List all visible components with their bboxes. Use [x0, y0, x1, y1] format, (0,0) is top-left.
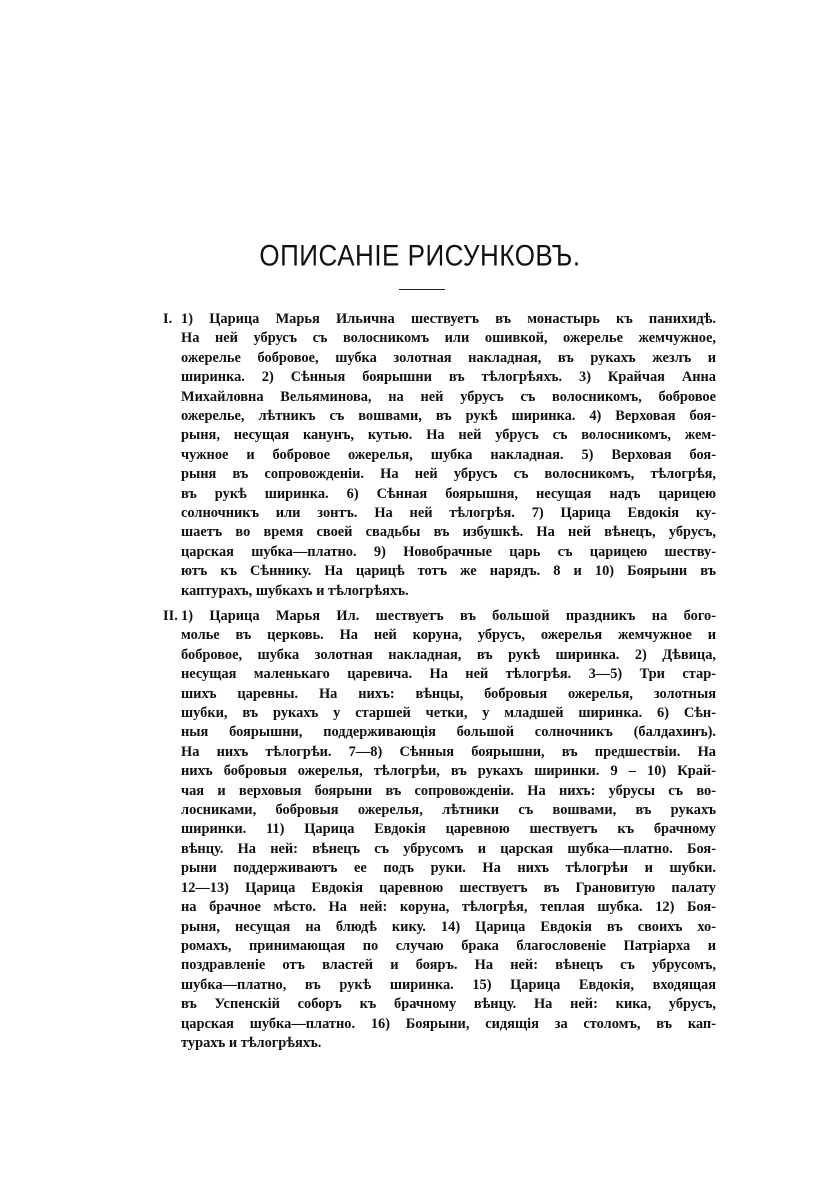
plate-description-2: [163, 607, 716, 1053]
description-text: [181, 310, 716, 601]
text-line: лосниками, бобровыя ожерелья, лѣтники съ вошвами, въ рукахъ: [181, 802, 716, 819]
text-line: турахъ и тѣлогрѣяхъ.: [181, 1034, 322, 1051]
title-divider: [399, 289, 445, 290]
text-line: ожерелье, лѣтникъ съ вошвами, въ рукѣ ширинка. 4) Верховая боя-: [181, 408, 716, 425]
text-line: царская шубка—платно. 16) Боярыни, сидящія за столомъ, въ кап-: [181, 1015, 716, 1032]
text-line: 1) Царица Марья Ил. шествуетъ въ большой праздникъ на бого-: [181, 608, 716, 624]
text-line: ютъ къ Сѣннику. На царицѣ тотъ же нарядъ. 8 и 10) Боярыни въ: [181, 563, 716, 580]
text-line: царская шубка—платно. 9) Новобрачные царь съ царицею шеству-: [181, 543, 716, 560]
text-line: ныя боярышни, поддерживающія большой солночникъ (балдахинъ).: [181, 724, 716, 741]
text-line: молье въ церковь. На ней коруна, убрусъ, ожерелья жемчужное и: [181, 627, 716, 644]
text-line: ромахъ, принимающая по случаю брака благословеніе Патріарха и: [181, 937, 716, 954]
text-line: бобровое, шубка золотная накладная, въ рукѣ ширинка. 2) Дѣвица,: [181, 646, 716, 663]
text-line: солночникъ или зонтъ. На ней тѣлогрѣя. 7) Царица Евдокія ку-: [181, 505, 716, 522]
text-line: вѣнцу. На ней: вѣнецъ съ убрусомъ и царская шубка—платно. Боя-: [181, 840, 716, 857]
text-line: рыня, несущая канунъ, кутью. На ней убрусъ съ волосникомъ, жем-: [181, 427, 716, 444]
text-line: поздравленіе отъ властей и бояръ. На ней: вѣнецъ съ убрусомъ,: [181, 957, 716, 974]
text-line: шихъ царевны. На нихъ: вѣнцы, бобровыя ожерелья, золотныя: [181, 685, 716, 702]
text-line: ожерелье бобровое, шубка золотная накладная, въ рукахъ жезлъ и: [181, 349, 716, 366]
text-line: шаетъ во время своей свадьбы въ избушкѣ. На ней вѣнецъ, убрусъ,: [181, 524, 716, 541]
plate-numeral: I.: [163, 311, 173, 327]
text-line: въ Успенскій соборъ къ брачному вѣнцу. На ней: кика, убрусъ,: [181, 996, 716, 1013]
plate-numeral: II.: [163, 608, 178, 624]
text-line: чужное и бобровое ожерелья, шубка накладная. 5) Верховая боя-: [181, 446, 716, 463]
description-text: [181, 607, 716, 1053]
text-line: Михайловна Вельяминова, на ней убрусъ съ волосникомъ, бобровое: [181, 388, 716, 405]
text-line: 1) Царица Марья Ильична шествуетъ въ монастырь къ панихидѣ.: [181, 311, 716, 327]
text-line: ширинки. 11) Царица Евдокія царевною шествуетъ къ брачному: [181, 821, 716, 838]
text-line: 12—13) Царица Евдокія царевною шествуетъ въ Грановитую палату: [181, 879, 716, 896]
text-line: рыня, несущая на блюдѣ кику. 14) Царица Евдокія въ своихъ хо-: [181, 918, 716, 935]
text-line: несущая маленькаго царевича. На ней тѣлогрѣя. 3—5) Три стар-: [181, 666, 716, 683]
text-line: чая и верховыя боярыни въ сопровожденіи. На нихъ: убрусы съ во-: [181, 782, 716, 799]
text-line: шубки, въ рукахъ у старшей четки, у младшей ширинка. 6) Сѣн-: [181, 705, 716, 722]
text-line: каптурахъ, шубкахъ и тѣлогрѣяхъ.: [181, 582, 409, 599]
text-line: шубка—платно, въ рукѣ ширинка. 15) Царица Евдокія, входящая: [181, 976, 716, 993]
page-title: ОПИСАНІЕ РИСУНКОВЪ.: [259, 237, 581, 273]
text-line: На нихъ тѣлогрѣи. 7—8) Сѣнныя боярышни, въ предшествіи. На: [181, 743, 716, 760]
plate-description-1: [163, 310, 716, 601]
text-line: на брачное мѣсто. На ней: коруна, тѣлогрѣя, теплая шубка. 12) Боя-: [181, 899, 716, 916]
text-line: нихъ бобровыя ожерелья, тѣлогрѣи, въ рукахъ ширинки. 9 – 10) Край-: [181, 763, 716, 780]
text-line: На ней убрусъ съ волосникомъ или ошивкой, ожерелье жемчужное,: [181, 330, 716, 347]
text-line: въ рукѣ ширинка. 6) Сѣнная боярышня, несущая надъ царицею: [181, 485, 716, 502]
text-line: рыня въ сопровожденіи. На ней убрусъ съ волосникомъ, тѣлогрѣя,: [181, 466, 716, 483]
text-line: рыни поддерживаютъ ее подъ руки. На нихъ тѣлогрѣи и шубки.: [181, 860, 716, 877]
text-line: ширинка. 2) Сѣнныя боярышни въ тѣлогрѣяхъ. 3) Крайчая Анна: [181, 369, 716, 386]
